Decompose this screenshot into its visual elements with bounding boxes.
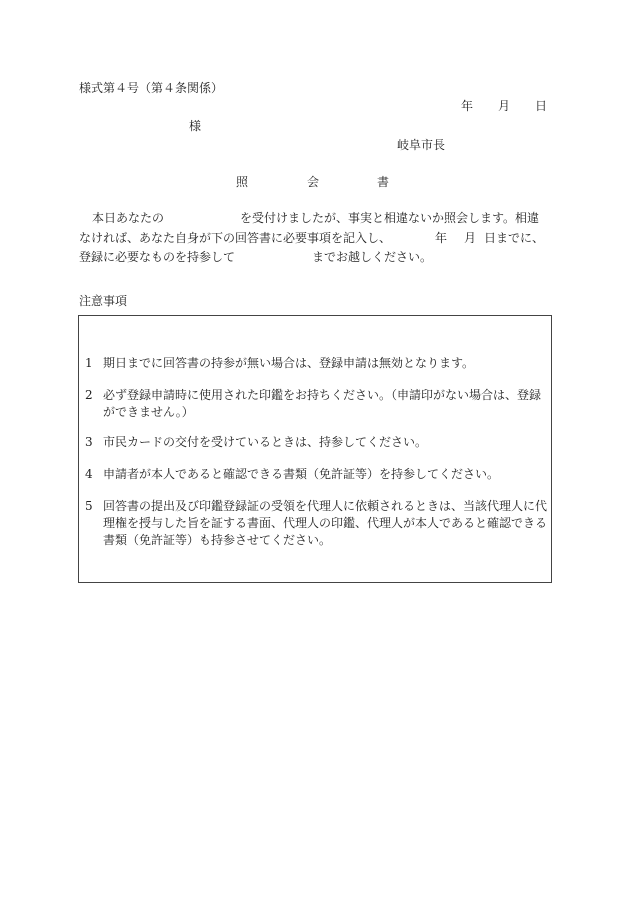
- notes-box: [78, 315, 552, 583]
- body-line-2-start: なければ、あなた自身が下の回答書に必要事項を記入し、: [79, 231, 392, 245]
- body-line-3-end: までお越しください。: [312, 250, 433, 264]
- title-char-1: 照: [236, 175, 249, 189]
- note-number: 1: [85, 356, 93, 370]
- body-line-1-end: を受付けましたが、事実と相違ないか照会します。相違: [240, 211, 540, 225]
- body-line-3-start: 登録に必要なものを持参して: [79, 250, 236, 264]
- sender-name: 岐阜市長: [397, 138, 446, 152]
- notes-heading: 注意事項: [79, 294, 128, 308]
- title-char-2: 会: [307, 175, 320, 189]
- body-line-2-day: 日までに、: [484, 231, 545, 245]
- date-month-label: 月: [498, 99, 511, 113]
- note-text: 期日までに回答書の持参が無い場合は、登録申請は無効となります。: [103, 356, 475, 370]
- note-item: [85, 434, 547, 451]
- form-number: 様式第４号（第４条関係）: [79, 81, 224, 95]
- body-line-2-year: 年: [435, 231, 448, 245]
- note-text: 市民カードの交付を受けているときは、持参してください。: [103, 435, 428, 449]
- note-number: 5: [85, 499, 93, 513]
- note-item: [85, 498, 547, 549]
- note-number: 2: [85, 388, 93, 402]
- note-number: 4: [85, 467, 93, 481]
- note-item: [85, 466, 547, 483]
- date-year-label: 年: [461, 99, 474, 113]
- note-text: 回答書の提出及び印鑑登録証の受領を代理人に依頼されるときは、当該代理人に代理権を授与した旨を証する書面、代理人の印鑑、代理人が本人であると確認できる書類（免許証等）も持参させてください。: [103, 499, 548, 547]
- date-day-label: 日: [535, 99, 548, 113]
- note-text: 申請者が本人であると確認できる書類（免許証等）を持参してください。: [103, 467, 500, 481]
- note-number: 3: [85, 435, 93, 449]
- body-line-1-start: 本日あなたの: [92, 211, 165, 225]
- note-text: 必ず登録申請時に使用された印鑑をお持ちください。（申請印がない場合は、登録ができません。）: [103, 388, 542, 419]
- title-char-3: 書: [377, 175, 390, 189]
- document-title: [0, 174, 630, 190]
- addressee-suffix: 様: [189, 119, 202, 133]
- note-item: [85, 355, 547, 372]
- body-line-2-month: 月: [464, 231, 477, 245]
- note-item: [85, 387, 547, 421]
